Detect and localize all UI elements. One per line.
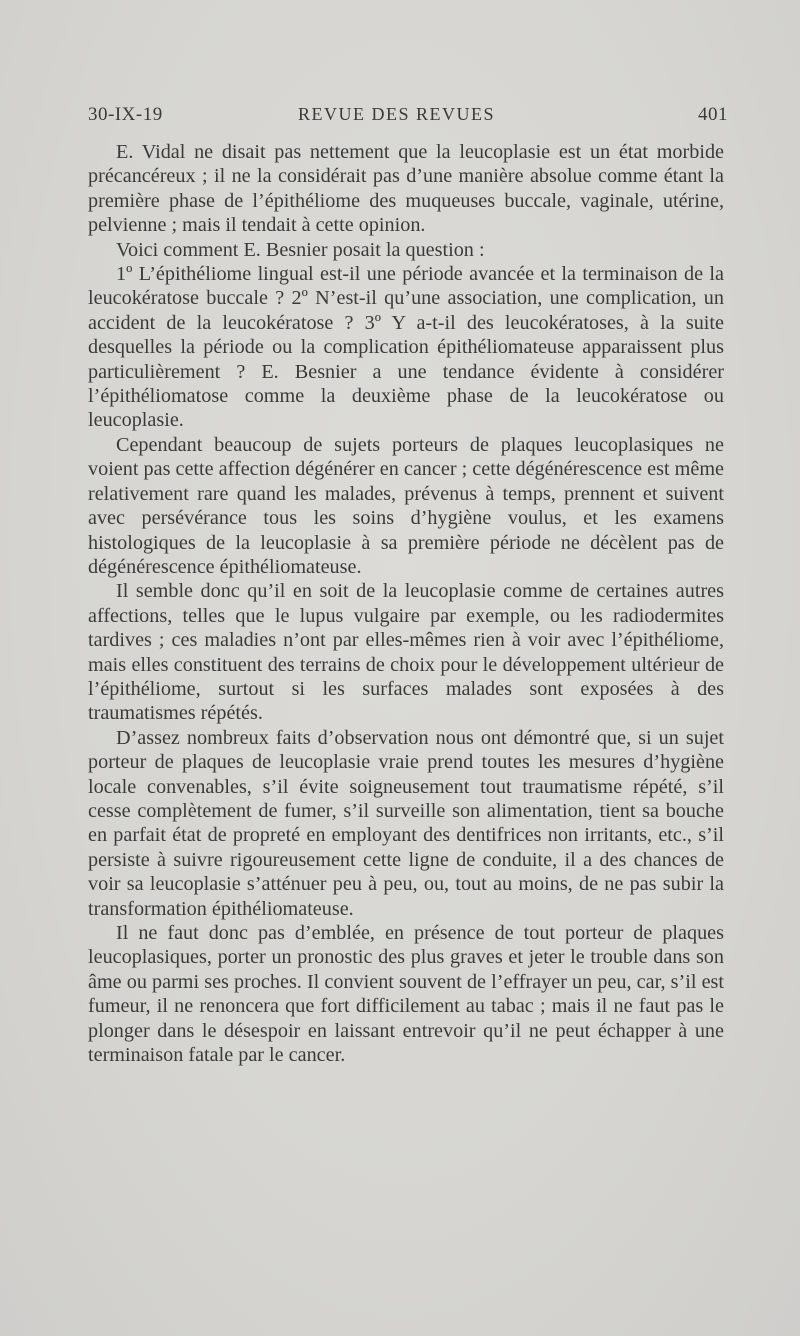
paragraph-7: Il ne faut donc pas d’emblée, en présence de tout porteur de plaques leucoplasiques, porter un pronostic des plus graves et jeter le trouble dans son âme ou parmi ses proches. Il convient souvent de l’effrayer un peu, car, s’il est fumeur, il ne renoncera que fort difficilement au tabac ; mais il ne faut pas le plonger dans le désespoir en laissant entrevoir qu’il ne peut échapper à une terminaison fatale par le cancer. (88, 922, 724, 1067)
paragraph-6: D’assez nombreux faits d’observation nous ont démontré que, si un sujet porteur de plaques de leucoplasie vraie prend toutes les mesures d’hygiène locale convenables, s’il évite soigneusement tout traumatisme répété, s’il cesse complètement de fumer, s’il surveille son alimentation, tient sa bouche en parfait état de propreté en employant des dentifrices non irritants, etc., s’il persiste à suivre rigoureusement cette ligne de conduite, il a des chances de voir sa leucoplasie s’atténuer peu à peu, ou, tout au moins, de ne pas subir la transformation épithéliomateuse. (88, 726, 724, 920)
paragraph-4: Cependant beaucoup de sujets porteurs de plaques leucoplasiques ne voient pas cette affection dégénérer en cancer ; cette dégénérescence est même relativement rare quand les malades, prévenus à temps, prennent et suivent avec persévérance tous les soins d’hygiène voulus, et les examens histologiques de la leucoplasie à sa première période ne décèlent pas de dégénérescence épithéliomateuse. (88, 433, 724, 578)
paragraph-2: Voici comment E. Besnier posait la question : (116, 238, 485, 261)
running-header (88, 104, 728, 132)
page-body (88, 140, 724, 1067)
paragraph-3: 1º L’épithéliome lingual est-il une période avancée et la terminaison de la leucokératose buccale ? 2º N’est-il qu’une association, une complication, un accident de la leucokératose ? 3º Y a-t-il des leucokératoses, à la suite desquelles la période ou la complication épithéliomateuse apparaissent plus particulièrement ? E. Besnier a une tendance évidente à considérer l’épithéliomatose comme la deuxième phase de la leucokératose ou leucoplasie. (88, 263, 724, 432)
header-date: 30-IX-19 (88, 104, 163, 125)
page-number: 401 (698, 104, 728, 125)
header-journal-title: REVUE DES REVUES (298, 104, 496, 124)
paragraph-5: Il semble donc qu’il en soit de la leucoplasie comme de certaines autres affections, telles que le lupus vulgaire par exemple, ou les radiodermites tardives ; ces maladies n’ont par elles-mêmes rien à voir avec l’épithéliome, mais elles constituent des terrains de choix pour le développement ultérieur de l’épithéliome, surtout si les surfaces malades sont exposées à des traumatismes répétés. (88, 580, 724, 725)
paragraph-1: E. Vidal ne disait pas nettement que la leucoplasie est un état morbide précancéreux ; il ne la considérait pas d’une manière absolue comme étant la première phase de l’épithéliome des muqueuses buccale, vaginale, utérine, pelvienne ; mais il tendait à cette opinion. (88, 141, 724, 237)
